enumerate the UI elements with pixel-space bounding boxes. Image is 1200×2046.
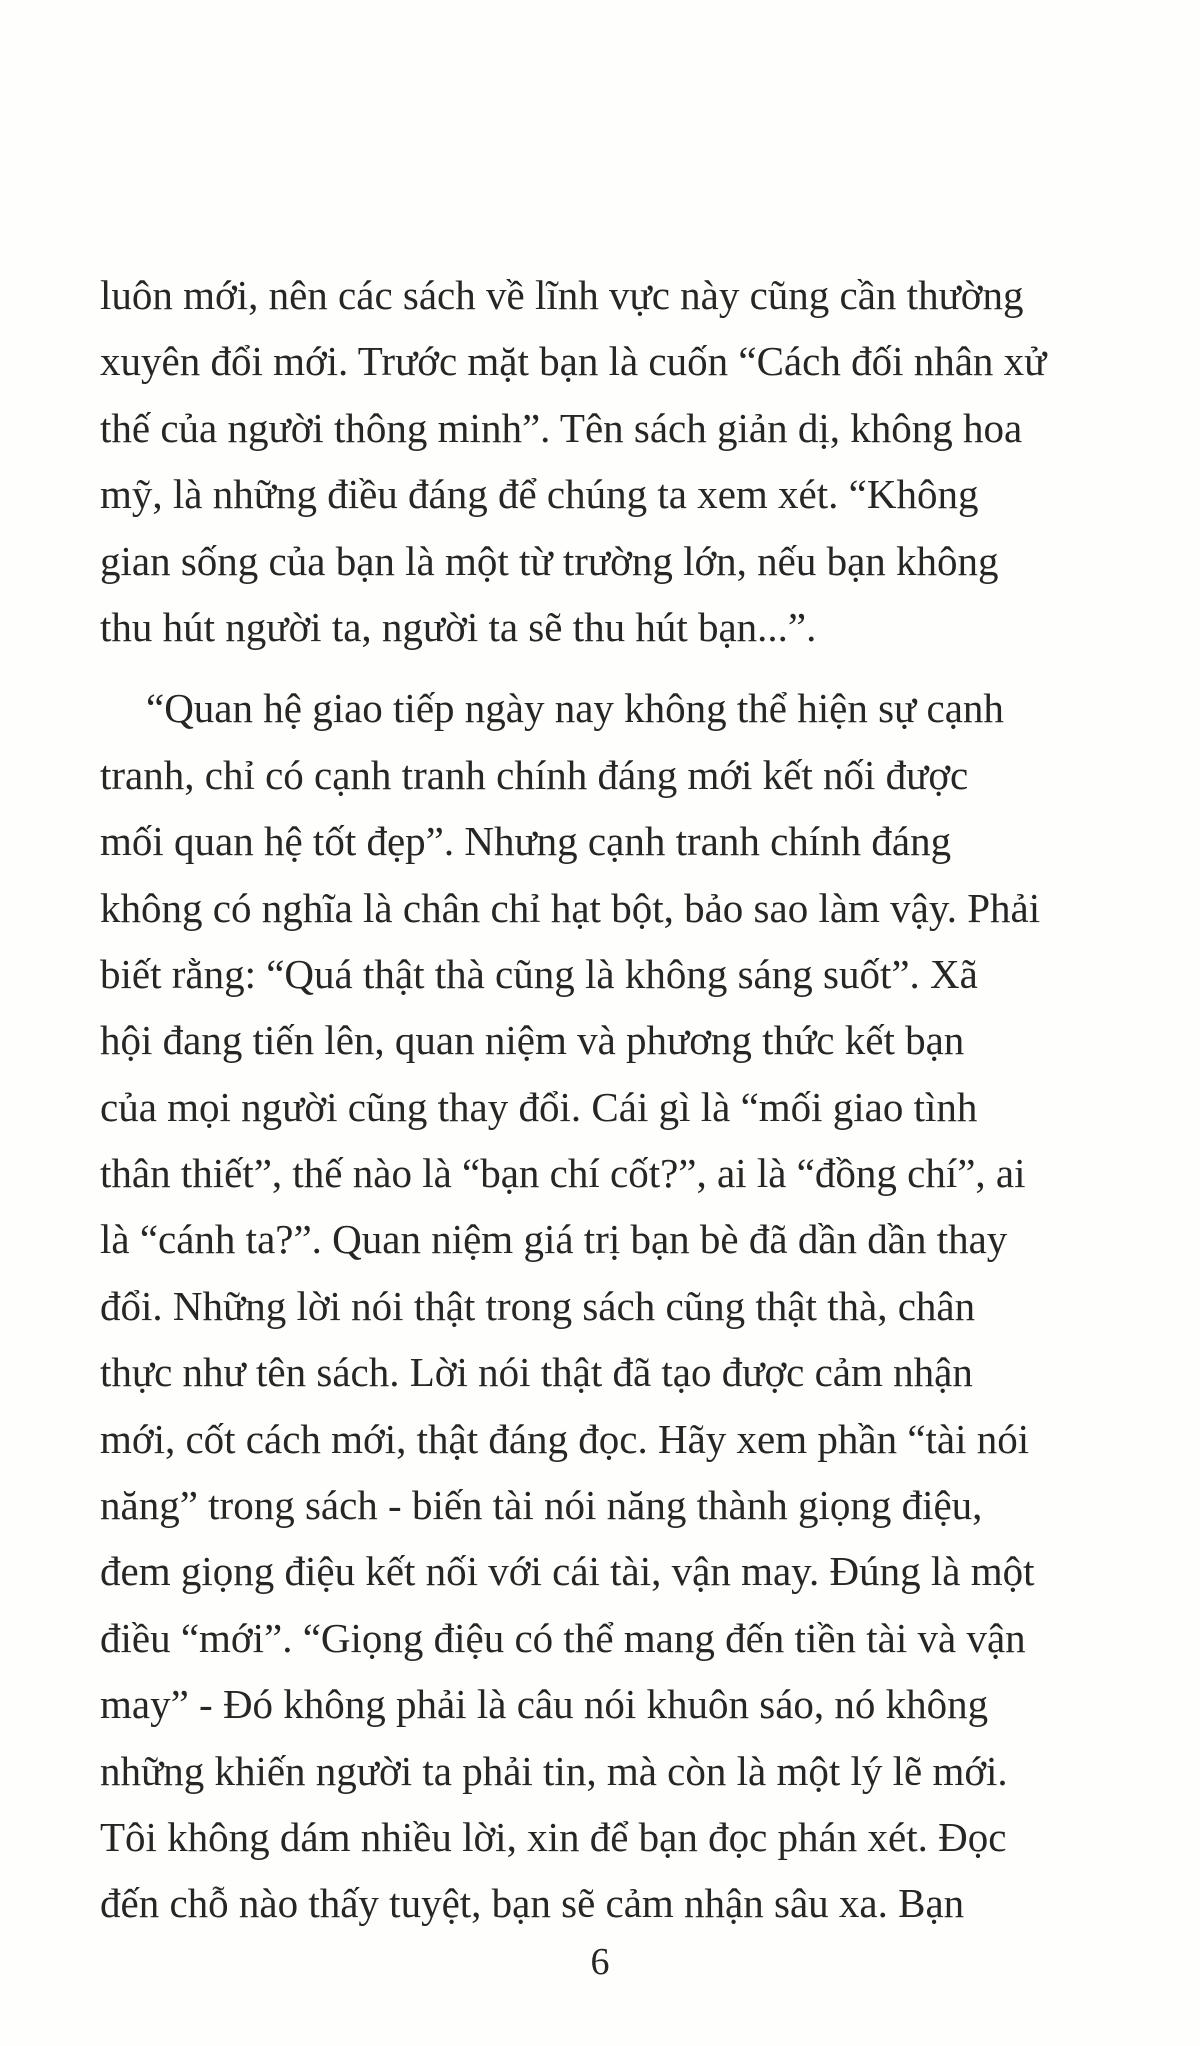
body-text: [100, 262, 1172, 1937]
text-line: hội đang tiến lên, quan niệm và phương thức kết bạn: [100, 1017, 965, 1064]
text-line: đổi. Những lời nói thật trong sách cũng thật thà, chân: [100, 1282, 976, 1329]
text-line: không có nghĩa là chân chỉ hạt bột, bảo sao làm vậy. Phải: [100, 884, 1041, 931]
text-line: mối quan hệ tốt đẹp”. Nhưng cạnh tranh chính đáng: [100, 818, 952, 865]
text-line: những khiến người ta phải tin, mà còn là một lý lẽ mới.: [100, 1747, 1008, 1794]
paragraph-2: [100, 675, 1172, 1936]
text-line: xuyên đổi mới. Trước mặt bạn là cuốn “Cách đối nhân xử: [100, 338, 1047, 385]
text-line: tranh, chỉ có cạnh tranh chính đáng mới kết nối được: [100, 751, 969, 798]
text-line: thu hút người ta, người ta sẽ thu hút bạn...”.: [100, 603, 817, 650]
text-line: thế của người thông minh”. Tên sách giản dị, không hoa: [100, 404, 1023, 451]
text-line: may” - Đó không phải là câu nói khuôn sáo, nó không: [100, 1681, 989, 1728]
text-line: năng” trong sách - biến tài nói năng thành giọng điệu,: [100, 1482, 983, 1529]
text-line: điều “mới”. “Giọng điệu có thể mang đến tiền tài và vận: [100, 1614, 1026, 1661]
text-line: mỹ, là những điều đáng để chúng ta xem xét. “Không: [100, 471, 979, 518]
text-line: thân thiết”, thế nào là “bạn chí cốt?”, ai là “đồng chí”, ai: [100, 1150, 1026, 1197]
text-line: là “cánh ta?”. Quan niệm giá trị bạn bè đã dần dần thay: [100, 1216, 1008, 1263]
paragraph-gap: [100, 660, 1172, 675]
text-line: luôn mới, nên các sách về lĩnh vực này cũng cần thường: [100, 272, 1024, 318]
text-line: Tôi không dám nhiều lời, xin để bạn đọc phán xét. Đọc: [100, 1813, 1007, 1860]
text-line: mới, cốt cách mới, thật đáng đọc. Hãy xem phần “tài nói: [100, 1415, 1030, 1462]
text-line: của mọi người cũng thay đổi. Cái gì là “mối giao tình: [100, 1083, 978, 1130]
text-line: đến chỗ nào thấy tuyệt, bạn sẽ cảm nhận sâu xa. Bạn: [100, 1880, 965, 1927]
text-line: thực như tên sách. Lời nói thật đã tạo được cảm nhận: [100, 1349, 973, 1396]
paragraph-1: [100, 262, 1172, 660]
text-line: biết rằng: “Quá thật thà cũng là không sáng suốt”. Xã: [100, 950, 978, 997]
text-line: gian sống của bạn là một từ trường lớn, nếu bạn không: [100, 537, 999, 584]
text-line: đem giọng điệu kết nối với cái tài, vận may. Đúng là một: [100, 1548, 1035, 1595]
text-line: “Quan hệ giao tiếp ngày nay không thể hiện sự cạnh: [146, 685, 1004, 732]
page-number: 6: [590, 1941, 610, 1983]
